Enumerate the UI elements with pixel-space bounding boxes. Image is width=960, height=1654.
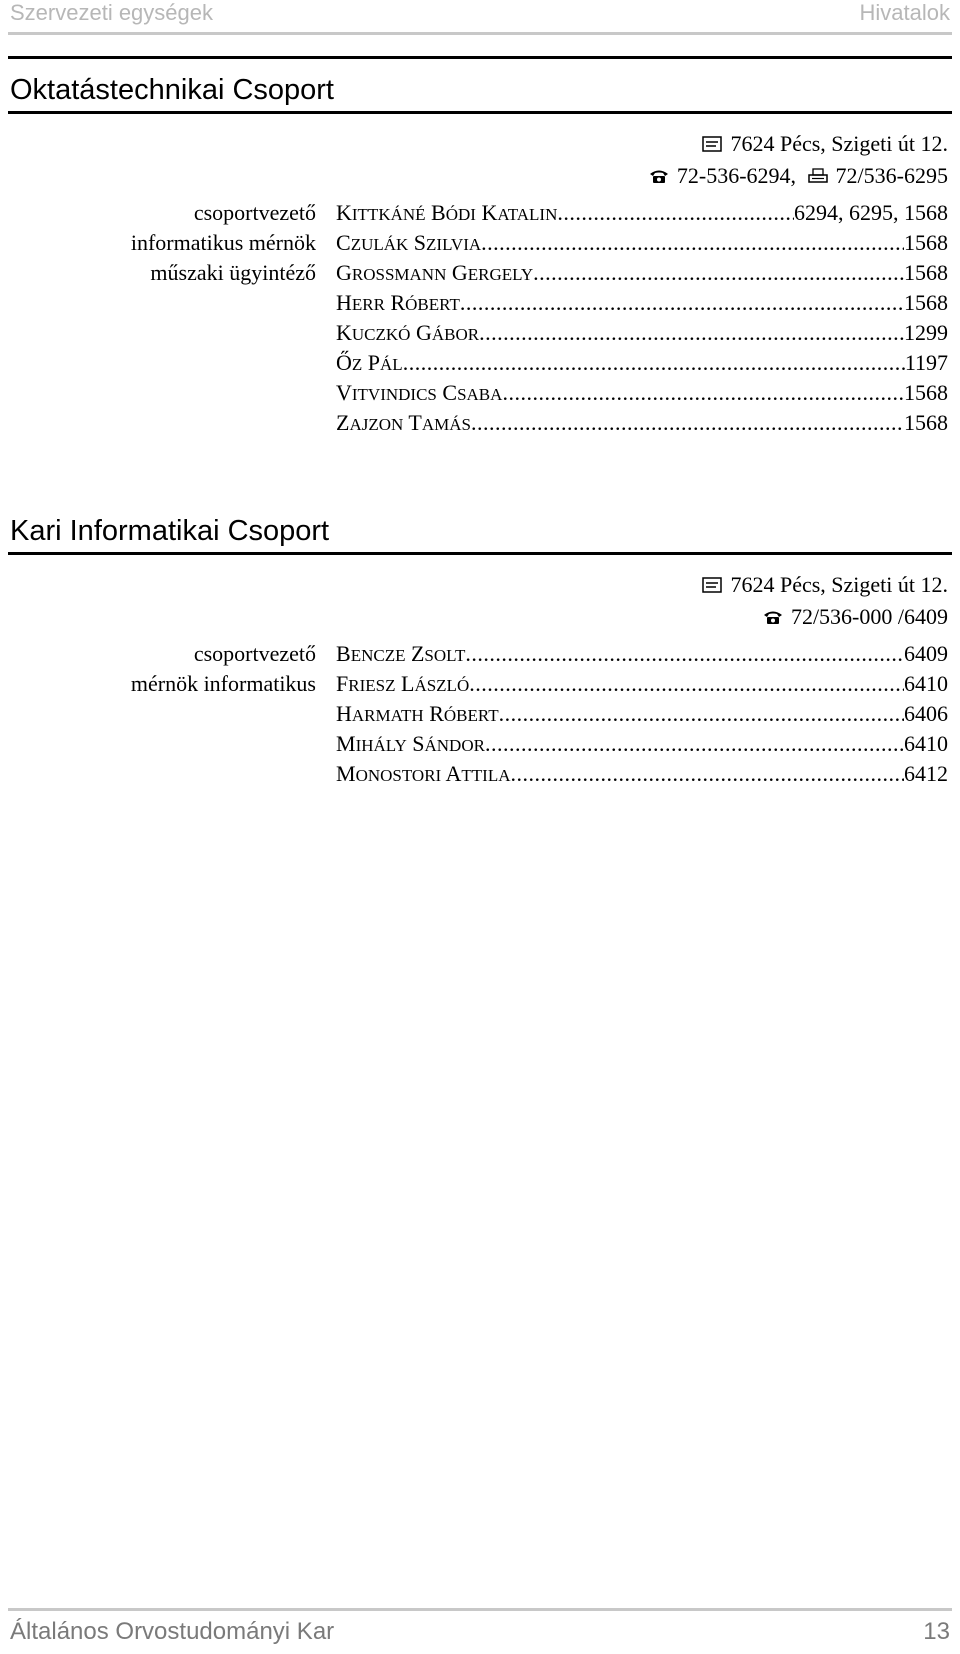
staff-extension: 1568 bbox=[904, 230, 948, 255]
header-divider bbox=[8, 32, 952, 35]
phone-icon bbox=[649, 168, 669, 184]
staff-extension: 6410 bbox=[904, 731, 948, 756]
staff-row bbox=[8, 639, 952, 669]
staff-name: MONOSTORI ATTILA bbox=[336, 761, 511, 786]
dot-leader bbox=[499, 699, 904, 729]
section-kari-informatikai bbox=[8, 514, 952, 789]
running-header-left: Szervezeti egységek bbox=[10, 0, 213, 25]
phone-text: 72-536-6294, bbox=[676, 163, 797, 188]
dot-leader bbox=[557, 198, 794, 228]
contact-phone bbox=[8, 601, 952, 633]
staff-row bbox=[8, 348, 952, 378]
dot-leader bbox=[479, 318, 904, 348]
dot-leader bbox=[510, 759, 904, 789]
staff-row bbox=[8, 258, 952, 288]
section-title: Kari Informatikai Csoport bbox=[10, 515, 330, 547]
footer-divider bbox=[8, 1608, 952, 1611]
dot-leader bbox=[485, 729, 904, 759]
staff-role: csoportvezető bbox=[193, 641, 316, 666]
contact-address bbox=[8, 569, 952, 601]
dot-leader bbox=[481, 228, 904, 258]
staff-row bbox=[8, 378, 952, 408]
running-footer bbox=[8, 1608, 952, 1645]
envelope-icon bbox=[702, 577, 722, 593]
section-title-rule bbox=[8, 552, 952, 555]
dot-leader bbox=[469, 669, 904, 699]
dot-leader bbox=[533, 258, 904, 288]
staff-row bbox=[8, 729, 952, 759]
staff-name: VITVINDICS CSABA bbox=[336, 380, 503, 405]
staff-name: ZAJZON TAMÁS bbox=[336, 410, 471, 435]
running-header-right: Hivatalok bbox=[859, 0, 950, 25]
dot-leader bbox=[403, 348, 905, 378]
staff-extension: 1568 bbox=[904, 410, 948, 435]
staff-name: CZULÁK SZILVIA bbox=[336, 230, 482, 255]
staff-extension: 6409 bbox=[904, 641, 948, 666]
staff-row bbox=[8, 699, 952, 729]
staff-row bbox=[8, 759, 952, 789]
staff-extension: 6412 bbox=[904, 761, 948, 786]
staff-row bbox=[8, 288, 952, 318]
envelope-icon bbox=[702, 136, 722, 152]
staff-name: KUCZKÓ GÁBOR bbox=[336, 320, 480, 345]
running-header bbox=[8, 0, 952, 36]
staff-extension: 1568 bbox=[904, 260, 948, 285]
staff-name: FRIESZ LÁSZLÓ bbox=[336, 671, 470, 696]
staff-name: KITTKÁNÉ BÓDI KATALIN bbox=[336, 200, 558, 225]
staff-row bbox=[8, 228, 952, 258]
phone-text: 72/536-000 /6409 bbox=[790, 604, 948, 629]
staff-extension: 1568 bbox=[904, 290, 948, 315]
section-oktatastechnikai bbox=[8, 56, 952, 438]
staff-role: műszaki ügyintéző bbox=[150, 260, 316, 285]
staff-name: MIHÁLY SÁNDOR bbox=[336, 731, 485, 756]
contact-address bbox=[8, 128, 952, 160]
staff-row bbox=[8, 318, 952, 348]
staff-name: HERR RÓBERT bbox=[336, 290, 460, 315]
fax-text: 72/536-6295 bbox=[835, 163, 948, 188]
staff-extension: 6294, 6295, 1568 bbox=[794, 200, 948, 225]
staff-row bbox=[8, 198, 952, 228]
dot-leader bbox=[471, 408, 904, 438]
staff-extension: 6406 bbox=[904, 701, 948, 726]
contact-phone-fax bbox=[8, 160, 952, 192]
dot-leader bbox=[465, 639, 904, 669]
staff-name: HARMATH RÓBERT bbox=[336, 701, 499, 726]
staff-extension: 1197 bbox=[904, 350, 948, 375]
staff-role: csoportvezető bbox=[193, 200, 316, 225]
dot-leader bbox=[460, 288, 904, 318]
staff-extension: 1299 bbox=[904, 320, 948, 345]
section-title: Oktatástechnikai Csoport bbox=[10, 74, 334, 106]
staff-list bbox=[8, 639, 952, 789]
staff-row bbox=[8, 408, 952, 438]
staff-name: BENCZE ZSOLT bbox=[336, 641, 466, 666]
phone-icon bbox=[763, 609, 783, 625]
section-title-rule bbox=[8, 111, 952, 114]
footer-faculty: Általános Orvostudományi Kar bbox=[10, 1618, 335, 1645]
section-top-rule bbox=[8, 56, 952, 59]
staff-role: mérnök informatikus bbox=[130, 671, 316, 696]
dot-leader bbox=[502, 378, 904, 408]
staff-extension: 6410 bbox=[904, 671, 948, 696]
staff-extension: 1568 bbox=[904, 380, 948, 405]
address-text: 7624 Pécs, Szigeti út 12. bbox=[730, 131, 948, 156]
staff-name: GROSSMANN GERGELY bbox=[336, 260, 534, 285]
fax-icon bbox=[808, 168, 828, 184]
staff-row bbox=[8, 669, 952, 699]
staff-list bbox=[8, 198, 952, 438]
page-number: 13 bbox=[923, 1618, 950, 1645]
address-text: 7624 Pécs, Szigeti út 12. bbox=[730, 572, 948, 597]
staff-name: ŐZ PÁL bbox=[336, 350, 403, 375]
staff-role: informatikus mérnök bbox=[130, 230, 316, 255]
